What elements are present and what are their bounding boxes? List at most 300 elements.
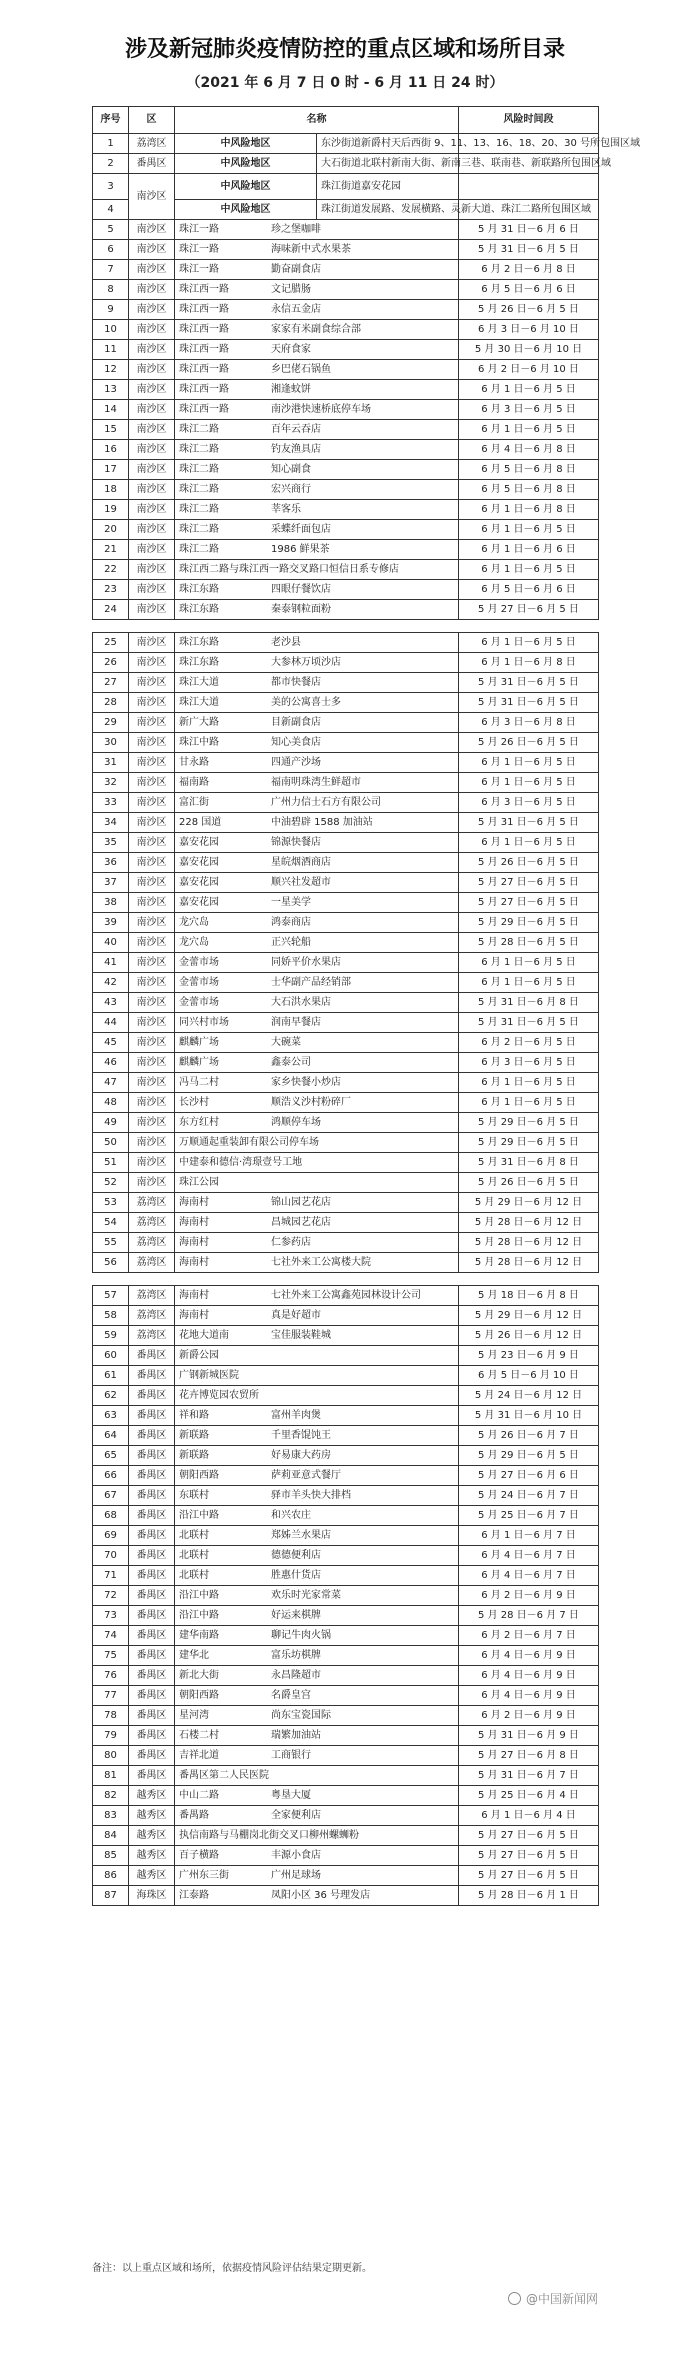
row-name: [175, 773, 459, 793]
row-area: 南沙区: [129, 480, 175, 500]
row-name: [175, 1846, 459, 1866]
row-name: [175, 853, 459, 873]
table-row: [93, 793, 599, 813]
row-name: [175, 600, 459, 620]
row-no: 46: [93, 1053, 129, 1073]
table-row: [93, 913, 599, 933]
row-no: 24: [93, 600, 129, 620]
row-road: 嘉安花园: [179, 876, 219, 888]
row-place: 德德便利店: [271, 1549, 321, 1561]
row-place: 丰源小食店: [271, 1849, 321, 1861]
row-place: 尚东宝瓷国际: [271, 1709, 331, 1721]
row-name: [175, 713, 459, 733]
row-place: 文记腊肠: [271, 283, 311, 295]
footnote: 备注：以上重点区域和场所，依据疫情风险评估结果定期更新。: [92, 2263, 372, 2274]
row-no: 21: [93, 540, 129, 560]
row-place: 都市快餐店: [271, 676, 321, 688]
row-time: 5 月 27 日－6 月 5 日: [459, 1866, 599, 1886]
row-time: 6 月 5 日－6 月 8 日: [459, 480, 599, 500]
table-row: [93, 1666, 599, 1686]
row-area: 南沙区: [129, 560, 175, 580]
row-time: 6 月 3 日－6 月 8 日: [459, 713, 599, 733]
row-area: 番禺区: [129, 1546, 175, 1566]
table-row: [93, 953, 599, 973]
row-no: 29: [93, 713, 129, 733]
row-road: 珠江西一路: [179, 303, 229, 315]
row-name: [175, 300, 459, 320]
row-place: 永信五金店: [271, 303, 321, 315]
row-area: 南沙区: [129, 853, 175, 873]
row-name: [175, 440, 459, 460]
row-area: 南沙区: [129, 220, 175, 240]
row-time: 5 月 27 日－6 月 5 日: [459, 1826, 599, 1846]
row-time: 6 月 1 日－6 月 5 日: [459, 1093, 599, 1113]
table-row: [93, 773, 599, 793]
row-area: 荔湾区: [129, 1233, 175, 1253]
row-name: [175, 1133, 459, 1153]
row-area: 南沙区: [129, 873, 175, 893]
row-area: 南沙区: [129, 280, 175, 300]
row-place: 欢乐时光家常菜: [271, 1589, 341, 1601]
row-area: 南沙区: [129, 580, 175, 600]
row-time: 6 月 5 日－6 月 6 日: [459, 280, 599, 300]
row-place: 宏兴商行: [271, 483, 311, 495]
table-row: [93, 1686, 599, 1706]
row-area: 南沙区: [129, 1113, 175, 1133]
section2-body: [93, 633, 599, 1273]
row-area: 南沙区: [129, 340, 175, 360]
table-row: [93, 1406, 599, 1426]
row-place: 莘客乐: [271, 503, 301, 515]
row-name: [175, 420, 459, 440]
table-row: [93, 1366, 599, 1386]
row-no: 17: [93, 460, 129, 480]
row-area: 南沙区: [129, 1173, 175, 1193]
row-area: 南沙区: [129, 320, 175, 340]
table-row: [93, 973, 599, 993]
row-name: [175, 1326, 459, 1346]
row-name: [175, 1153, 459, 1173]
row-time: 6 月 1 日－6 月 5 日: [459, 420, 599, 440]
row-place: 家乡快餐小炒店: [271, 1076, 341, 1088]
row-area: 南沙区: [129, 833, 175, 853]
row-road: 建华南路: [179, 1629, 219, 1641]
row-road: 江泰路: [179, 1889, 209, 1901]
row-road: 冯马二村: [179, 1076, 219, 1088]
row-time: 5 月 28 日－6 月 12 日: [459, 1213, 599, 1233]
row-time: 6 月 1 日－6 月 6 日: [459, 540, 599, 560]
row-time: 5 月 26 日－6 月 5 日: [459, 853, 599, 873]
row-place: 采蝶纤面包店: [271, 523, 331, 535]
row-name: [175, 1446, 459, 1466]
row-road: 番禺区第二人民医院: [179, 1769, 269, 1781]
row-road: 珠江西一路: [179, 403, 229, 415]
table-row: [93, 300, 599, 320]
table-row: [93, 1173, 599, 1193]
table-row: [93, 1746, 599, 1766]
row-road: 沿江中路: [179, 1609, 219, 1621]
row-no: 14: [93, 400, 129, 420]
row-place: 宝佳服装鞋城: [271, 1329, 331, 1341]
row-area: 南沙区: [129, 380, 175, 400]
row-road: 珠江中路: [179, 736, 219, 748]
row-no: 8: [93, 280, 129, 300]
row-area: 南沙区: [129, 893, 175, 913]
row-name: [175, 280, 459, 300]
row-place: 大石洪水果店: [271, 996, 331, 1008]
row-risk-level: 中风险地区: [175, 174, 317, 200]
row-name: [175, 1566, 459, 1586]
row-place: 一星美学: [271, 896, 311, 908]
table-row: [93, 480, 599, 500]
row-no: 20: [93, 520, 129, 540]
row-place: 锦源快餐店: [271, 836, 321, 848]
row-name: [175, 1093, 459, 1113]
row-no: 53: [93, 1193, 129, 1213]
row-road: 珠江大道: [179, 696, 219, 708]
row-area: 荔湾区: [129, 1306, 175, 1326]
row-road: 沿江中路: [179, 1589, 219, 1601]
row-no: 30: [93, 733, 129, 753]
row-name: [175, 1606, 459, 1626]
row-time: 5 月 27 日－6 月 5 日: [459, 893, 599, 913]
row-no: 77: [93, 1686, 129, 1706]
table-row: [93, 360, 599, 380]
table-row: [93, 1013, 599, 1033]
row-time: 6 月 1 日－6 月 5 日: [459, 973, 599, 993]
row-time: 6 月 1 日－6 月 5 日: [459, 560, 599, 580]
row-road: 珠江一路: [179, 223, 219, 235]
row-area: 南沙区: [129, 1053, 175, 1073]
row-place: 广州力信士石方有限公司: [271, 796, 381, 808]
row-no: 41: [93, 953, 129, 973]
row-time: 5 月 31 日－6 月 8 日: [459, 1153, 599, 1173]
row-name: [175, 340, 459, 360]
row-no: 83: [93, 1806, 129, 1826]
row-road: 珠江西一路: [179, 363, 229, 375]
row-name: [175, 460, 459, 480]
row-time: 6 月 3 日－6 月 5 日: [459, 400, 599, 420]
row-time: 5 月 31 日－6 月 7 日: [459, 1766, 599, 1786]
row-road: 新北大街: [179, 1669, 219, 1681]
row-no: 40: [93, 933, 129, 953]
row-area: 南沙区: [129, 713, 175, 733]
row-place: 好运来棋牌: [271, 1609, 321, 1621]
table-row: [93, 873, 599, 893]
table-row: [93, 460, 599, 480]
table-row: [93, 320, 599, 340]
row-place: 老沙县: [271, 636, 301, 648]
row-no: 2: [93, 154, 129, 174]
row-road: 中建泰和德信·湾璟壹号工地: [179, 1156, 303, 1168]
row-place: 顺浩义沙村粉碎厂: [271, 1096, 351, 1108]
row-road: 新广大路: [179, 716, 219, 728]
row-name: [175, 953, 459, 973]
row-road: 北联村: [179, 1529, 209, 1541]
row-area: 番禺区: [129, 1506, 175, 1526]
table-row: [93, 1566, 599, 1586]
row-area: 番禺区: [129, 1566, 175, 1586]
row-time: 5 月 31 日－6 月 10 日: [459, 1406, 599, 1426]
row-road: 东联村: [179, 1489, 209, 1501]
table-row: [93, 1306, 599, 1326]
row-place: 凤阳小区 36 号理发店: [271, 1889, 371, 1901]
row-area: 番禺区: [129, 1426, 175, 1446]
row-no: 7: [93, 260, 129, 280]
row-no: 32: [93, 773, 129, 793]
row-road: 海南村: [179, 1289, 209, 1301]
row-place: 星皖烟酒商店: [271, 856, 331, 868]
row-place: 工商银行: [271, 1749, 311, 1761]
row-time: 6 月 4 日－6 月 8 日: [459, 440, 599, 460]
row-area: 番禺区: [129, 1406, 175, 1426]
row-no: 37: [93, 873, 129, 893]
row-no: 79: [93, 1726, 129, 1746]
row-name: [175, 1306, 459, 1326]
row-no: 35: [93, 833, 129, 853]
row-name: [175, 1426, 459, 1446]
row-no: 78: [93, 1706, 129, 1726]
row-place: 同娇平价水果店: [271, 956, 341, 968]
row-no: 71: [93, 1566, 129, 1586]
row-time: 5 月 25 日－6 月 4 日: [459, 1786, 599, 1806]
row-time: 6 月 4 日－6 月 9 日: [459, 1686, 599, 1706]
row-area: 海珠区: [129, 1886, 175, 1906]
row-time: 6 月 2 日－6 月 7 日: [459, 1626, 599, 1646]
row-time: 6 月 5 日－6 月 8 日: [459, 460, 599, 480]
row-area: 南沙区: [129, 993, 175, 1013]
table-row: [93, 154, 599, 174]
row-area: 越秀区: [129, 1866, 175, 1886]
table-row: [93, 1826, 599, 1846]
row-name: [175, 1506, 459, 1526]
row-no: 25: [93, 633, 129, 653]
row-area: 南沙区: [129, 733, 175, 753]
row-no: 36: [93, 853, 129, 873]
row-no: 42: [93, 973, 129, 993]
row-name: [175, 813, 459, 833]
row-place: 郑姊兰水果店: [271, 1529, 331, 1541]
row-name: [175, 913, 459, 933]
row-name: [175, 1366, 459, 1386]
row-time: 6 月 2 日－6 月 10 日: [459, 360, 599, 380]
table-row: [93, 1446, 599, 1466]
table-row: [93, 500, 599, 520]
row-area: 番禺区: [129, 154, 175, 174]
table-header-row: [93, 107, 599, 134]
row-no: 5: [93, 220, 129, 240]
row-road: 珠江西二路与珠江西一路交叉路口恒信日系专修店: [179, 563, 399, 575]
row-name: [175, 1113, 459, 1133]
row-time: 6 月 1 日－6 月 5 日: [459, 633, 599, 653]
row-time: 5 月 29 日－6 月 5 日: [459, 1446, 599, 1466]
row-place: 天府食家: [271, 343, 311, 355]
row-place: 海味新中式水果茶: [271, 243, 351, 255]
row-no: 38: [93, 893, 129, 913]
row-road: 珠江西一路: [179, 343, 229, 355]
table-row: [93, 340, 599, 360]
row-no: 22: [93, 560, 129, 580]
row-no: 47: [93, 1073, 129, 1093]
table-row: [93, 713, 599, 733]
row-name: [175, 653, 459, 673]
row-place: 鸿顺停车场: [271, 1116, 321, 1128]
row-time: 5 月 26 日－6 月 7 日: [459, 1426, 599, 1446]
row-road: 珠江西一路: [179, 283, 229, 295]
table-row: [93, 1426, 599, 1446]
row-time: 6 月 1 日－6 月 5 日: [459, 753, 599, 773]
row-area: 南沙区: [129, 240, 175, 260]
row-road: 龙穴岛: [179, 936, 209, 948]
row-area: 荔湾区: [129, 1326, 175, 1346]
row-road: 广钢新城医院: [179, 1369, 239, 1381]
row-name: [175, 873, 459, 893]
row-no: 74: [93, 1626, 129, 1646]
row-place: 润南早餐店: [271, 1016, 321, 1028]
row-name: 东沙街道新爵村天后西街 9、11、13、16、18、20、30 号所包围区域: [317, 134, 459, 154]
row-name: [175, 380, 459, 400]
row-area: 南沙区: [129, 973, 175, 993]
row-road: 新爵公园: [179, 1349, 219, 1361]
row-name: [175, 360, 459, 380]
row-area: 越秀区: [129, 1806, 175, 1826]
row-no: 67: [93, 1486, 129, 1506]
table-row: [93, 380, 599, 400]
row-name: [175, 400, 459, 420]
table-row: [93, 240, 599, 260]
row-place: 美的公寓喜士多: [271, 696, 341, 708]
row-name: [175, 1806, 459, 1826]
row-road: 海南村: [179, 1196, 209, 1208]
table-row: [93, 1053, 599, 1073]
row-place: 中油碧辟 1588 加油站: [271, 816, 373, 828]
row-road: 珠江二路: [179, 423, 219, 435]
row-name: [175, 1746, 459, 1766]
row-name: [175, 1286, 459, 1306]
row-no: 80: [93, 1746, 129, 1766]
section1-body: [93, 220, 599, 620]
row-name: [175, 1766, 459, 1786]
row-no: 85: [93, 1846, 129, 1866]
row-place: 真是好超市: [271, 1309, 321, 1321]
table-row: [93, 1646, 599, 1666]
row-time: 5 月 28 日－6 月 12 日: [459, 1253, 599, 1273]
row-name: [175, 793, 459, 813]
table-row: [93, 420, 599, 440]
table-row: [93, 580, 599, 600]
table-row: [93, 993, 599, 1013]
row-place: 知心美食店: [271, 736, 321, 748]
row-risk-level: 中风险地区: [175, 200, 317, 220]
row-place: 钓友渔具店: [271, 443, 321, 455]
row-time: 5 月 26 日－6 月 5 日: [459, 300, 599, 320]
row-area: 番禺区: [129, 1706, 175, 1726]
table-row: [93, 1133, 599, 1153]
table-row: [93, 753, 599, 773]
row-road: 珠江二路: [179, 443, 219, 455]
row-road: 北联村: [179, 1569, 209, 1581]
row-name: [175, 1686, 459, 1706]
row-name: [175, 1213, 459, 1233]
row-no: 63: [93, 1406, 129, 1426]
row-place: 好易康大药房: [271, 1449, 331, 1461]
row-no: 19: [93, 500, 129, 520]
row-area: 番禺区: [129, 1346, 175, 1366]
row-area: 番禺区: [129, 1626, 175, 1646]
row-no: 52: [93, 1173, 129, 1193]
row-road: 中山二路: [179, 1789, 219, 1801]
row-place: 富州羊肉煲: [271, 1409, 321, 1421]
row-name: [175, 1346, 459, 1366]
table-gap: [92, 1273, 598, 1285]
table-row: [93, 600, 599, 620]
table-row: [93, 693, 599, 713]
row-time: 6 月 1 日－6 月 8 日: [459, 653, 599, 673]
row-time: 6 月 3 日－6 月 5 日: [459, 1053, 599, 1073]
row-name: [175, 993, 459, 1013]
row-place: 家家有米副食综合部: [271, 323, 361, 335]
row-no: 82: [93, 1786, 129, 1806]
table-row: [93, 633, 599, 653]
row-place: 1986 鲜果茶: [271, 543, 330, 555]
row-place: 士华副产品经销部: [271, 976, 351, 988]
row-road: 珠江二路: [179, 483, 219, 495]
table-row: [93, 853, 599, 873]
row-area: 荔湾区: [129, 1193, 175, 1213]
row-road: 执信南路与马棚岗北街交叉口: [179, 1829, 309, 1841]
row-place: 锦山园艺花店: [271, 1196, 331, 1208]
table-row: [93, 1093, 599, 1113]
row-name: [175, 1073, 459, 1093]
row-road: 百子横路: [179, 1849, 219, 1861]
row-name: [175, 933, 459, 953]
row-road: 东方红村: [179, 1116, 219, 1128]
row-area: 南沙区: [129, 633, 175, 653]
row-time: 5 月 27 日－6 月 8 日: [459, 1746, 599, 1766]
table-row: [93, 174, 599, 200]
row-no: 65: [93, 1446, 129, 1466]
row-name: [175, 893, 459, 913]
row-time: 5 月 31 日－6 月 5 日: [459, 813, 599, 833]
row-place: 目新副食店: [271, 716, 321, 728]
table-row: [93, 933, 599, 953]
row-road: 番禺路: [179, 1809, 209, 1821]
row-time: 5 月 28 日－6 月 12 日: [459, 1233, 599, 1253]
row-area: 番禺区: [129, 1766, 175, 1786]
row-name: [175, 1626, 459, 1646]
row-road: 海南村: [179, 1236, 209, 1248]
row-no: 27: [93, 673, 129, 693]
row-place: 乡巴佬石锅鱼: [271, 363, 331, 375]
table-row: [93, 1706, 599, 1726]
row-name: 珠江街道发展路、发展横路、灵新大道、珠江二路所包围区域: [317, 200, 459, 220]
row-place: 勤奋副食店: [271, 263, 321, 275]
row-time: 6 月 4 日－6 月 9 日: [459, 1646, 599, 1666]
row-place: 瑞繁加油站: [271, 1729, 321, 1741]
row-name: [175, 1013, 459, 1033]
row-road: 珠江一路: [179, 263, 219, 275]
row-no: 4: [93, 200, 129, 220]
row-name: [175, 320, 459, 340]
row-area: 南沙区: [129, 953, 175, 973]
row-time: 5 月 29 日－6 月 5 日: [459, 1113, 599, 1133]
row-area: 南沙区: [129, 520, 175, 540]
table-row: [93, 260, 599, 280]
row-place: 全家便利店: [271, 1809, 321, 1821]
row-road: 甘永路: [179, 756, 209, 768]
row-time: 5 月 27 日－6 月 5 日: [459, 600, 599, 620]
row-name: [175, 1886, 459, 1906]
